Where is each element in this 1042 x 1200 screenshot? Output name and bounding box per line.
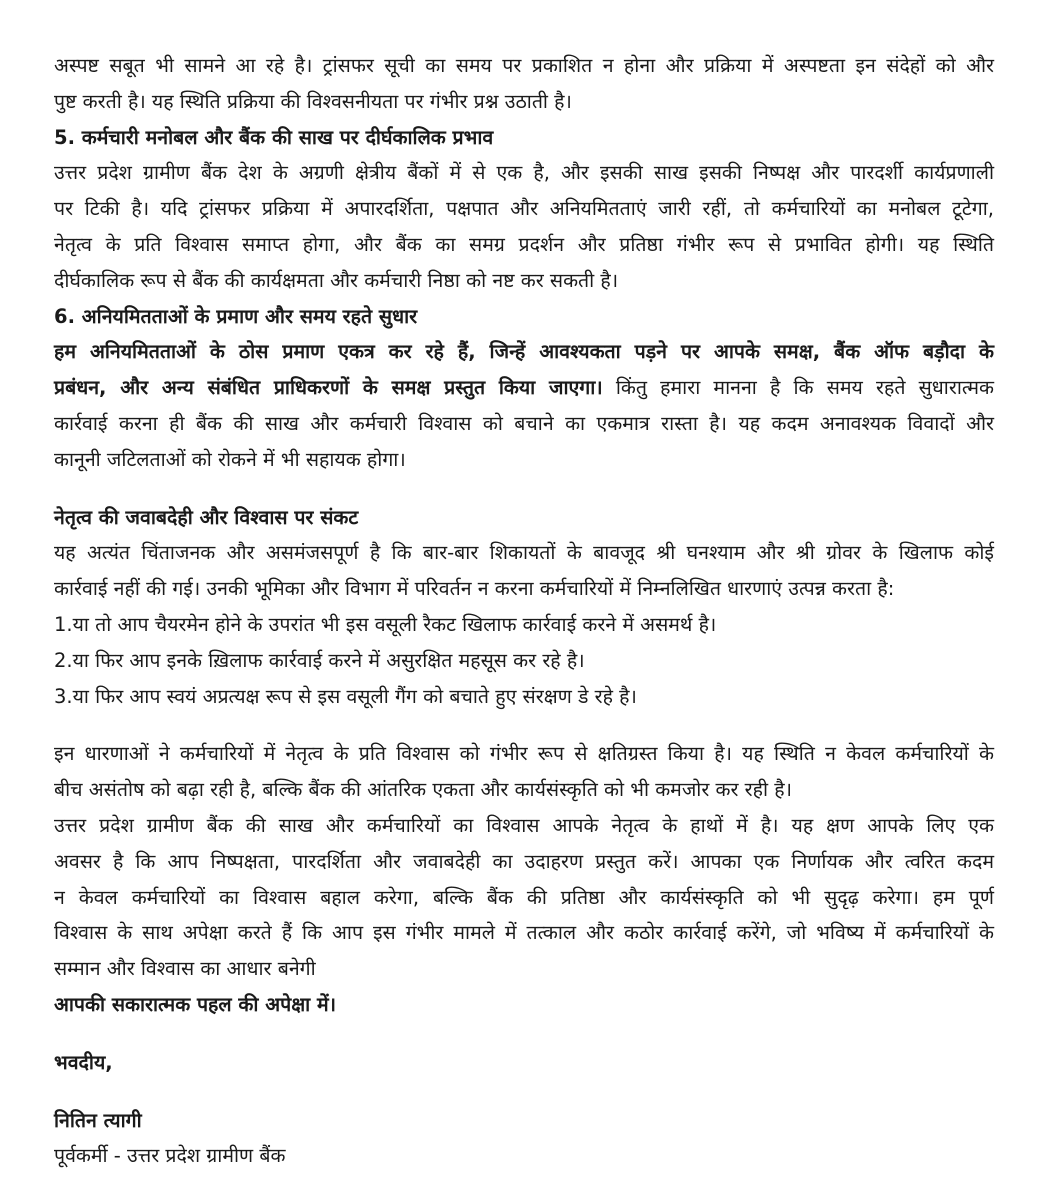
leadership-list-item: 1.या तो आप चैयरमेन होने के उपरांत भी इस वसूली रैकट खिलाफ कार्रवाई करने में असमर्थ है। [54,612,717,636]
spacer [54,478,994,500]
section-6-bold-line-2: प्रबंधन, और अन्य संबंधित प्राधिकरणों के समक्ष प्रस्तुत किया जाएगा। [54,376,603,400]
leadership-line: कार्रवाई नहीं की गई। उनकी भूमिका और विभाग में परिवर्तन न करना कर्मचारियों में निम्नलिखित धारणाएं उत्पन्न करता है: [54,577,895,601]
section-6-line-3: कार्रवाई करना ही बैंक की साख और कर्मचारी विश्वास को बचाने का एकमात्र रास्ता है। यह कदम अनावश्यक विवादों और [54,411,994,435]
closing-paragraph-1 [54,736,994,808]
spacer [54,1023,994,1045]
section-5-line: नेतृत्व के प्रति विश्वास समाप्त होगा, और बैंक का समग्र प्रदर्शन और प्रतिष्ठा गंभीर रूप से प्रभावित होगी। यह स्थिति [54,232,994,256]
spacer [54,714,994,736]
expectation-line: आपकी सकारात्मक पहल की अपेक्षा में। [54,992,337,1016]
leadership-paragraph [54,535,994,714]
section-5-line: पर टिकी है। यदि ट्रांसफर प्रक्रिया में अपारदर्शिता, पक्षपात और अनियमितताएं जारी रहीं, तो कर्मचारियों का मनोबल टूटेगा, [54,197,994,221]
closing-line: सम्मान और विश्वास का आधार बनेगी [54,957,316,981]
leadership-list-item: 2.या फिर आप इनके ख़िलाफ कार्रवाई करने में असुरक्षित महसूस कर रहे है। [54,648,585,672]
spacer [54,1081,994,1103]
closing-line: बीच असंतोष को बढ़ा रही है, बल्कि बैंक की आंतरिक एकता और कार्यसंस्कृति को भी कमजोर कर रही है। [54,778,793,802]
closing-line: इन धारणाओं ने कर्मचारियों में नेतृत्व के प्रति विश्वास को गंभीर रूप से क्षतिग्रस्त किया है। यह स्थिति न केवल कर्मचारियों के [54,742,994,766]
section-6-rest-line-2: किंतु हमारा मानना है कि समय रहते सुधारात्मक [602,376,994,400]
closing-line: न केवल कर्मचारियों का विश्वास बहाल करेगा, बल्कि बैंक की प्रतिष्ठा और कार्यसंस्कृति को भी सुदृढ़ करेगा। हम पूर्ण [54,885,994,909]
section-6-bold-line-1: हम अनियमितताओं के ठोस प्रमाण एकत्र कर रहे हैं, जिन्हें आवश्यकता पड़ने पर आपके समक्ष, बैंक ऑफ बड़ौदा के [54,340,994,364]
section-6-line-2 [54,370,994,406]
intro-line-2: पुष्ट करती है। यह स्थिति प्रक्रिया की विश्वसनीयता पर गंभीर प्रश्न उठाती है। [54,89,572,113]
section-5-line: उत्तर प्रदेश ग्रामीण बैंक देश के अग्रणी क्षेत्रीय बैंकों में से एक है, और इसकी साख इसकी निष्पक्ष और पारदर्शी कार्यप्रणाली [54,161,994,185]
section-5-paragraph [54,155,994,298]
intro-paragraph [54,48,994,120]
section-5-line: दीर्घकालिक रूप से बैंक की कार्यक्षमता और कर्मचारी निष्ठा को नष्ट कर सकती है। [54,268,619,292]
section-5-heading: 5. कर्मचारी मनोबल और बैंक की साख पर दीर्घकालिक प्रभाव [54,125,494,149]
section-6-heading: 6. अनियमितताओं के प्रमाण और समय रहते सुधार [54,304,418,328]
salutation: भवदीय, [54,1050,113,1074]
leadership-heading: नेतृत्व की जवाबदेही और विश्वास पर संकट [54,505,359,529]
leadership-list-item: 3.या फिर आप स्वयं अप्रत्यक्ष रूप से इस वसूली गैंग को बचाते हुए संरक्षण डे रहे है। [54,684,637,708]
closing-paragraph-2 [54,808,994,987]
closing-line: अवसर है कि आप निष्पक्षता, पारदर्शिता और जवाबदेही का उदाहरण प्रस्तुत करें। आपका एक निर्णायक और त्वरित कदम [54,849,994,873]
intro-line-1: अस्पष्ट सबूत भी सामने आ रहे है। ट्रांसफर सूची का समय पर प्रकाशित न होना और प्रक्रिया में अस्पष्टता इन संदेहों को और [54,54,994,77]
closing-line: उत्तर प्रदेश ग्रामीण बैंक की साख और कर्मचारियों का विश्वास आपके नेतृत्व के हाथों में है। यह क्षण आपके लिए एक [54,813,994,837]
leadership-line: यह अत्यंत चिंताजनक और असमंजसपूर्ण है कि बार-बार शिकायतों के बावजूद श्री घनश्याम और श्री ग्रोवर के खिलाफ कोई [54,541,994,565]
section-6-line-4: कानूनी जटिलताओं को रोकने में भी सहायक होगा। [54,447,406,471]
signatory-name: नितिन त्यागी [54,1108,142,1132]
closing-line: विश्वास के साथ अपेक्षा करते हैं कि आप इस गंभीर मामले में तत्काल और कठोर कार्रवाई करेंगे, जो भविष्य में कर्मचारियों के [54,921,994,945]
signatory-designation: पूर्वकर्मी - उत्तर प्रदेश ग्रामीण बैंक [54,1144,286,1168]
section-6-paragraph [54,334,994,477]
